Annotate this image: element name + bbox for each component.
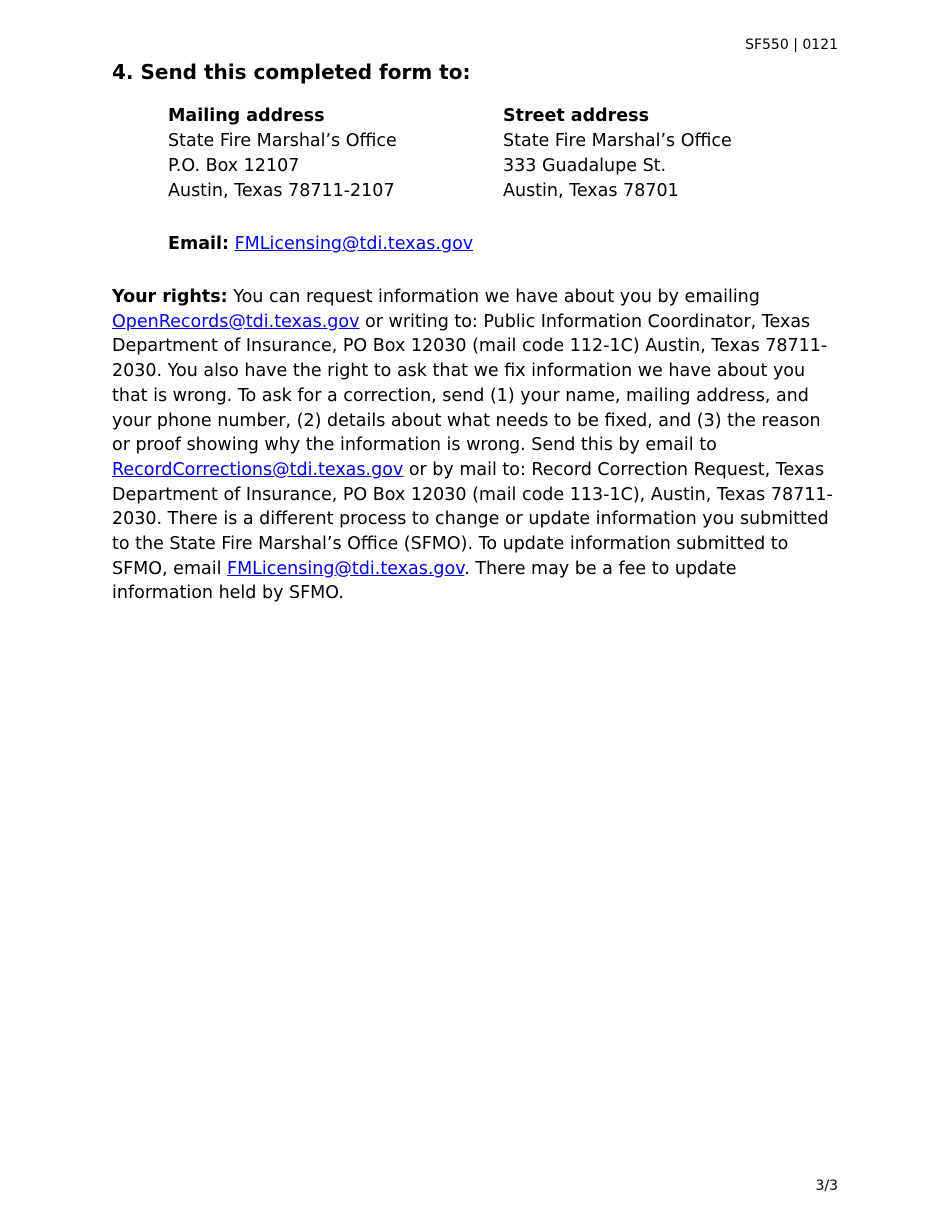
mailing-address-line: Austin, Texas 78711-2107 bbox=[168, 181, 395, 201]
record-corrections-email-link[interactable]: RecordCorrections@tdi.texas.gov bbox=[112, 459, 404, 480]
mailing-address-line: P.O. Box 12107 bbox=[168, 156, 300, 176]
your-rights-label: Your rights: bbox=[112, 287, 228, 307]
street-address-block bbox=[503, 104, 838, 204]
mailing-address-line: State Fire Marshal’s Office bbox=[168, 131, 397, 151]
street-address-line: State Fire Marshal’s Office bbox=[503, 131, 732, 151]
form-code: SF550 | 0121 bbox=[745, 37, 838, 53]
email-row bbox=[168, 232, 473, 257]
rights-text: or by mail to: Record Correction Request, Texas Department of Insurance, PO Box 12030 (mail code 113-1C), Austin, Texas 78711-2030. There is a different process to change or update information you submitted to the State Fire Marshal’s Office (SFMO). To update information submitted to SFMO, email bbox=[112, 459, 833, 579]
rights-text: You can request information we have about you by emailing bbox=[227, 287, 760, 307]
email-link[interactable]: FMLicensing@tdi.texas.gov bbox=[234, 234, 474, 254]
street-address-line: Austin, Texas 78701 bbox=[503, 181, 679, 201]
mailing-address-block bbox=[168, 104, 503, 204]
page-number: 3/3 bbox=[815, 1178, 838, 1194]
your-rights-paragraph bbox=[112, 285, 840, 606]
fm-licensing-email-link[interactable]: FMLicensing@tdi.texas.gov bbox=[227, 558, 465, 579]
rights-text: . There may be a fee to update information held by SFMO. bbox=[112, 558, 737, 604]
street-address-label: Street address bbox=[503, 106, 649, 126]
rights-text: or writing to: Public Information Coordinator, Texas Department of Insurance, PO Box 12030 (mail code 112-1C) Austin, Texas 78711-2030. You also have the right to ask that we fix information we have about you that is wrong. To ask for a correction, send (1) your name, mailing address, and your phone number, (2) details about what needs to be fixed, and (3) the reason or proof showing why the information is wrong. Send this by email to bbox=[112, 311, 828, 456]
street-address-line: 333 Guadalupe St. bbox=[503, 156, 667, 176]
addresses bbox=[168, 104, 838, 204]
mailing-address-label: Mailing address bbox=[168, 106, 325, 126]
email-label: Email: bbox=[168, 234, 229, 254]
section-heading: 4. Send this completed form to: bbox=[112, 60, 471, 84]
open-records-email-link[interactable]: OpenRecords@tdi.texas.gov bbox=[112, 311, 360, 332]
